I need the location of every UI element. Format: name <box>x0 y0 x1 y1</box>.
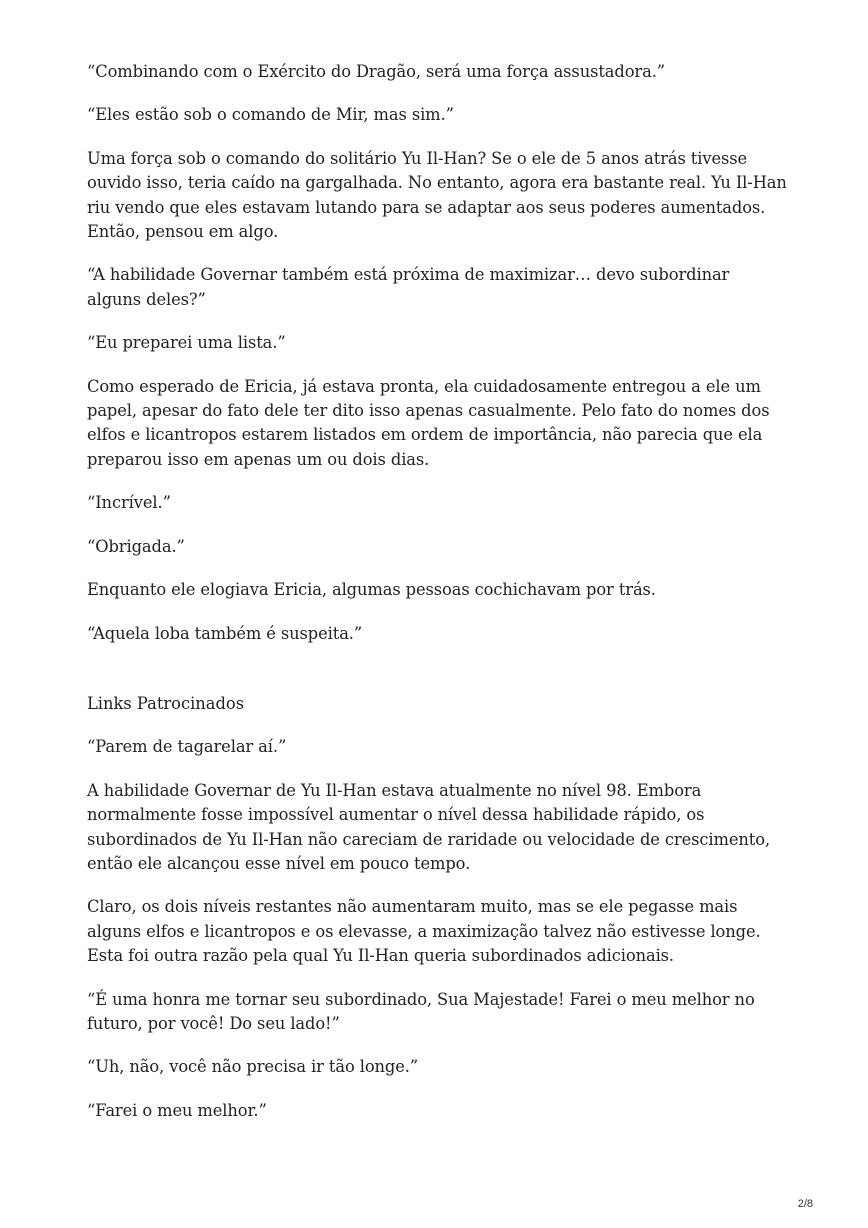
paragraph: “Farei o meu melhor.” <box>87 1100 267 1120</box>
paragraph: “É uma honra me tornar seu subordinado, Sua Majestade! Farei o meu melhor no futuro, por você! Do seu lado!” <box>87 989 755 1033</box>
paragraph: “Uh, não, você não precisa ir tão longe.” <box>87 1057 419 1077</box>
paragraph: A habilidade Governar de Yu Il-Han estava atualmente no nível 98. Embora normalmente fosse impossível aumentar o nível dessa habilidade rápido, os subordinados de Yu Il-Han não careciam de raridade ou velocidade de crescimento, então ele alcançou esse nível em pouco tempo. <box>87 780 771 873</box>
paragraph: “Aquela loba também é suspeita.” <box>87 623 363 643</box>
paragraph: “A habilidade Governar também está próxima de maximizar… devo subordinar alguns deles?” <box>87 265 730 309</box>
paragraph: Como esperado de Ericia, já estava pronta, ela cuidadosamente entregou a ele um papel, apesar do fato dele ter dito isso apenas casualmente. Pelo fato do nomes dos elfos e licantropos estarem listados em ordem de importância, não parecia que ela preparou isso em apenas um ou dois dias. <box>87 376 770 469</box>
paragraph: “Parem de tagarelar aí.” <box>87 737 287 757</box>
paragraph: “Eu preparei uma lista.” <box>87 333 286 353</box>
page-number: 2/8 <box>797 1198 813 1210</box>
paragraph: Uma força sob o comando do solitário Yu Il-Han? Se o ele de 5 anos atrás tivesse ouvido isso, teria caído na gargalhada. No entanto, agora era bastante real. Yu Il-Han riu vendo que eles estavam lutando para se adaptar aos seus poderes aumentados. Então, pensou em algo. <box>87 148 787 242</box>
paragraph: “Combinando com o Exército do Dragão, será uma força assustadora.” <box>87 62 665 81</box>
paragraph: Enquanto ele elogiava Ericia, algumas pessoas cochichavam por trás. <box>87 580 656 600</box>
paragraph: “Eles estão sob o comando de Mir, mas sim.” <box>87 105 454 125</box>
article-body <box>87 60 787 1142</box>
paragraph: “Incrível.” <box>87 493 171 513</box>
sponsored-links-label: Links Patrocinados <box>87 693 245 713</box>
paragraph: Claro, os dois níveis restantes não aumentaram muito, mas se ele pegasse mais alguns elfos e licantropos e os elevasse, a maximização talvez não estivesse longe. Esta foi outra razão pela qual Yu Il-Han queria subordinados adicionais. <box>87 897 761 966</box>
paragraph: “Obrigada.” <box>87 536 185 556</box>
